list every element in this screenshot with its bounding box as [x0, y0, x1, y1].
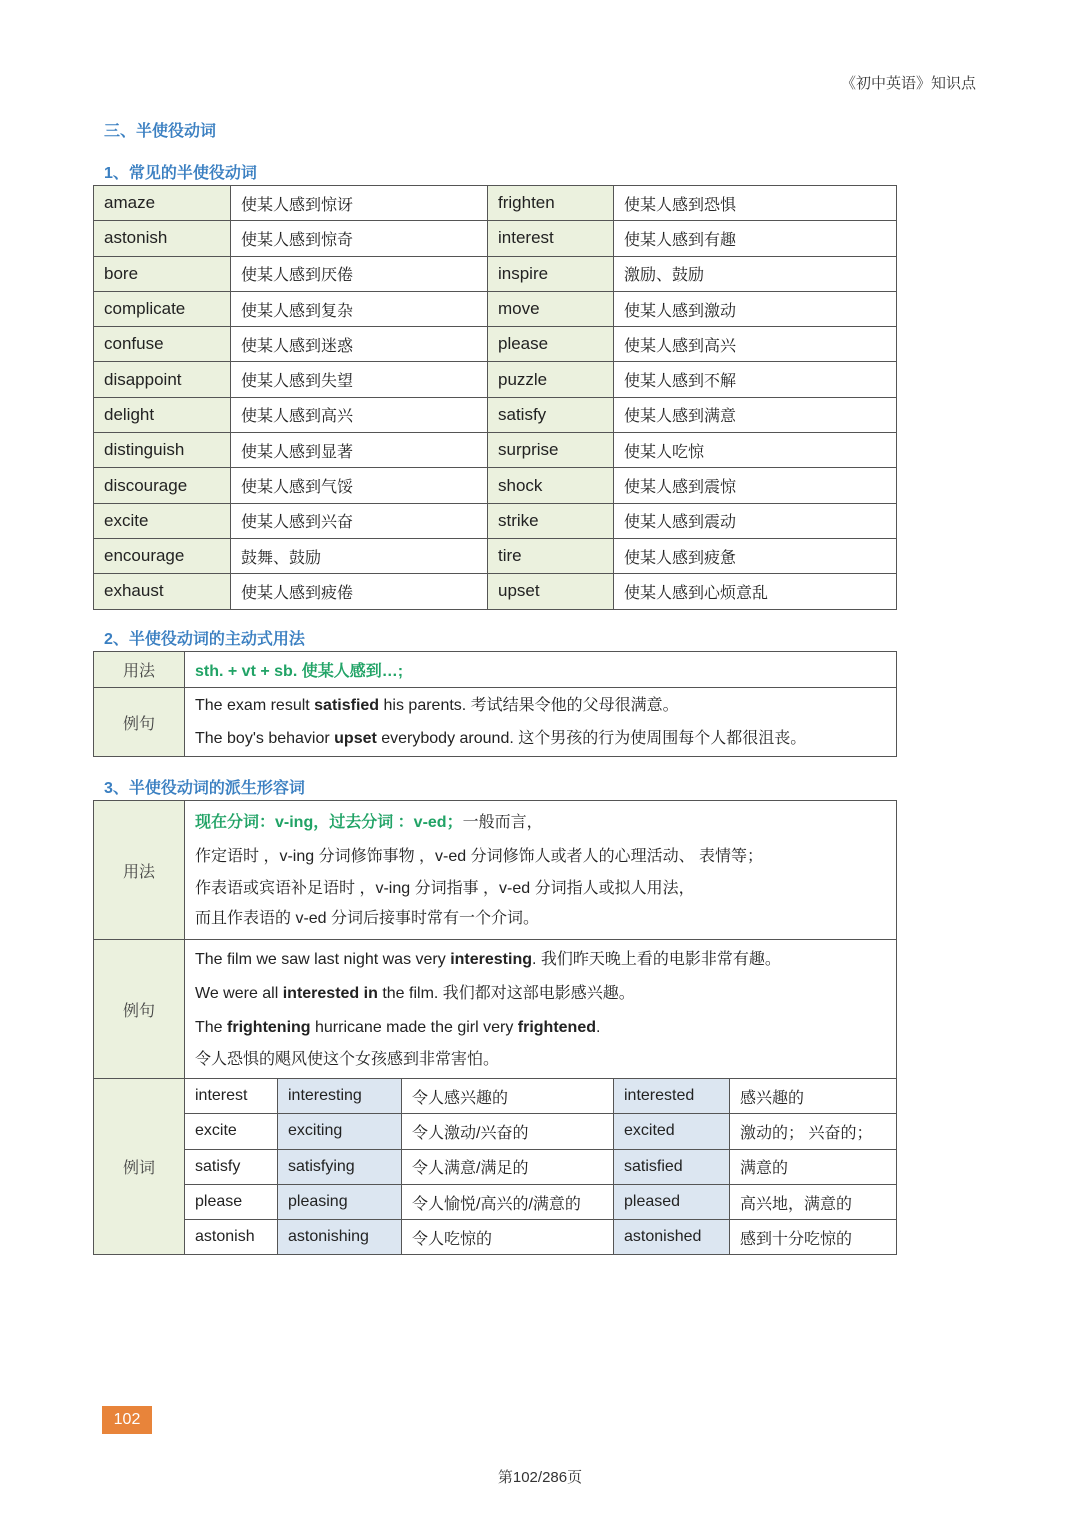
verb-meaning: 使某人感到失望	[231, 362, 488, 397]
verb-meaning: 使某人吃惊	[614, 433, 897, 468]
vocab-ing-meaning: 令人满意/满足的	[402, 1149, 614, 1184]
vocab-ed-form: astonished	[614, 1220, 730, 1255]
active-example-1: The exam result satisfied his parents. 考试结果令他的父母很满意。	[195, 697, 679, 714]
vocab-verb: interest	[185, 1079, 278, 1114]
verb-word: distinguish	[94, 433, 231, 468]
verb-word: satisfy	[488, 397, 614, 432]
verb-word: encourage	[94, 538, 231, 573]
verb-row	[94, 574, 897, 609]
adj-usage-line: 作定语时 ，v-ing 分词修饰事物 ，v-ed 分词修饰人或者人的心理活动、 表情等；	[195, 848, 764, 865]
vocab-ed-meaning: 感兴趣的	[730, 1079, 897, 1114]
usage-label: 用法	[94, 652, 185, 688]
vocab-ed-form: satisfied	[614, 1149, 730, 1184]
vocab-ing-form: astonishing	[278, 1220, 402, 1255]
vocab-ing-form: exciting	[278, 1114, 402, 1149]
verb-row	[94, 433, 897, 468]
verb-word: tire	[488, 538, 614, 573]
verb-row	[94, 503, 897, 538]
verb-meaning: 使某人感到震动	[614, 503, 897, 538]
vocab-ed-form: pleased	[614, 1184, 730, 1219]
active-example-2: The boy's behavior upset everybody around. 这个男孩的行为使周围每个人都很沮丧。	[195, 730, 807, 747]
subsection-title-2: 2、半使役动词的主动式用法	[104, 631, 305, 648]
adj-example-3-cn: 令人恐惧的飓风使这个女孩感到非常害怕。	[195, 1051, 500, 1068]
vocab-ed-form: interested	[614, 1079, 730, 1114]
verb-word: discourage	[94, 468, 231, 503]
verb-word: strike	[488, 503, 614, 538]
vocab-ing-form: pleasing	[278, 1184, 402, 1219]
vocab-row	[94, 1149, 897, 1184]
verb-word: disappoint	[94, 362, 231, 397]
verb-table	[93, 185, 897, 610]
section-title: 三、半使役动词	[104, 123, 217, 140]
vocab-row	[94, 1184, 897, 1219]
verb-row	[94, 221, 897, 256]
vocab-ing-meaning: 令人激动/兴奋的	[402, 1114, 614, 1149]
verb-row	[94, 397, 897, 432]
verb-meaning: 鼓舞、鼓励	[231, 538, 488, 573]
verb-row	[94, 186, 897, 221]
verb-row	[94, 538, 897, 573]
adj-usage-line: 作表语或宾语补足语时 ，v-ing 分词指事 ，v-ed 分词指人或拟人用法，	[195, 880, 695, 897]
vocab-ed-meaning: 感到十分吃惊的	[730, 1220, 897, 1255]
verb-word: upset	[488, 574, 614, 609]
verb-word: delight	[94, 397, 231, 432]
verb-meaning: 使某人感到恐惧	[614, 186, 897, 221]
vocab-verb: astonish	[185, 1220, 278, 1255]
verb-meaning: 使某人感到迷惑	[231, 327, 488, 362]
verb-meaning: 使某人感到厌倦	[231, 256, 488, 291]
active-usage-table	[93, 651, 897, 757]
verb-word: astonish	[94, 221, 231, 256]
verb-word: complicate	[94, 291, 231, 326]
vocab-ed-meaning: 满意的	[730, 1149, 897, 1184]
verb-word: confuse	[94, 327, 231, 362]
vocab-ed-meaning: 高兴地，满意的	[730, 1184, 897, 1219]
vocab-ing-form: interesting	[278, 1079, 402, 1114]
verb-meaning: 使某人感到惊奇	[231, 221, 488, 256]
verb-meaning: 使某人感到心烦意乱	[614, 574, 897, 609]
verb-meaning: 使某人感到高兴	[614, 327, 897, 362]
vocab-row	[94, 1220, 897, 1255]
page-number-badge: 102	[102, 1406, 152, 1434]
verb-meaning: 使某人感到显著	[231, 433, 488, 468]
vocab-row	[94, 1114, 897, 1149]
verb-row	[94, 468, 897, 503]
verb-meaning: 使某人感到疲惫	[614, 538, 897, 573]
verb-word: frighten	[488, 186, 614, 221]
adj-example-3: The frightening hurricane made the girl very frightened.	[195, 1019, 601, 1036]
example-label: 例句	[94, 688, 185, 757]
verb-meaning: 使某人感到气馁	[231, 468, 488, 503]
verb-meaning: 使某人感到疲倦	[231, 574, 488, 609]
adj-usage-line: 而且作表语的 v-ed 分词后接事时常有一个介词。	[195, 910, 540, 927]
verb-row	[94, 291, 897, 326]
words-label: 例词	[94, 1079, 185, 1255]
adj-usage-intro: 现在分词：v-ing，过去分词 ：v-ed；一般而言，	[195, 814, 543, 831]
verb-word: bore	[94, 256, 231, 291]
vocab-ing-meaning: 令人吃惊的	[402, 1220, 614, 1255]
verb-meaning: 使某人感到兴奋	[231, 503, 488, 538]
verb-row	[94, 327, 897, 362]
vocab-verb: satisfy	[185, 1149, 278, 1184]
page-footer: 第102/286页	[497, 1469, 583, 1486]
verb-meaning: 使某人感到满意	[614, 397, 897, 432]
verb-meaning: 使某人感到高兴	[231, 397, 488, 432]
subsection-title-1: 1、常见的半使役动词	[104, 165, 257, 182]
vocab-ing-meaning: 令人感兴趣的	[402, 1079, 614, 1114]
vocab-ing-meaning: 令人愉悦/高兴的/满意的	[402, 1184, 614, 1219]
verb-meaning: 激励、鼓励	[614, 256, 897, 291]
verb-word: please	[488, 327, 614, 362]
page-header: 《初中英语》知识点	[840, 75, 976, 92]
verb-word: amaze	[94, 186, 231, 221]
verb-meaning: 使某人感到复杂	[231, 291, 488, 326]
adjective-table	[93, 800, 897, 1255]
verb-word: inspire	[488, 256, 614, 291]
verb-word: excite	[94, 503, 231, 538]
verb-row	[94, 362, 897, 397]
vocab-verb: please	[185, 1184, 278, 1219]
verb-meaning: 使某人感到有趣	[614, 221, 897, 256]
vocab-ing-form: satisfying	[278, 1149, 402, 1184]
usage-label: 用法	[94, 801, 185, 940]
verb-meaning: 使某人感到激动	[614, 291, 897, 326]
verb-row	[94, 256, 897, 291]
verb-meaning: 使某人感到不解	[614, 362, 897, 397]
verb-word: surprise	[488, 433, 614, 468]
adj-example-2: We were all interested in the film. 我们都对这部电影感兴趣。	[195, 985, 635, 1002]
subsection-title-3: 3、半使役动词的派生形容词	[104, 780, 305, 797]
example-label: 例句	[94, 940, 185, 1079]
vocab-verb: excite	[185, 1114, 278, 1149]
verb-word: exhaust	[94, 574, 231, 609]
vocab-row	[94, 1079, 897, 1114]
adj-example-1: The film we saw last night was very interesting. 我们昨天晚上看的电影非常有趣。	[195, 951, 781, 968]
verb-word: puzzle	[488, 362, 614, 397]
verb-word: move	[488, 291, 614, 326]
vocab-ed-form: excited	[614, 1114, 730, 1149]
active-usage-formula: sth. + vt + sb. 使某人感到…;	[185, 652, 897, 688]
verb-word: shock	[488, 468, 614, 503]
verb-word: interest	[488, 221, 614, 256]
verb-meaning: 使某人感到震惊	[614, 468, 897, 503]
verb-meaning: 使某人感到惊讶	[231, 186, 488, 221]
vocab-ed-meaning: 激动的； 兴奋的；	[730, 1114, 897, 1149]
